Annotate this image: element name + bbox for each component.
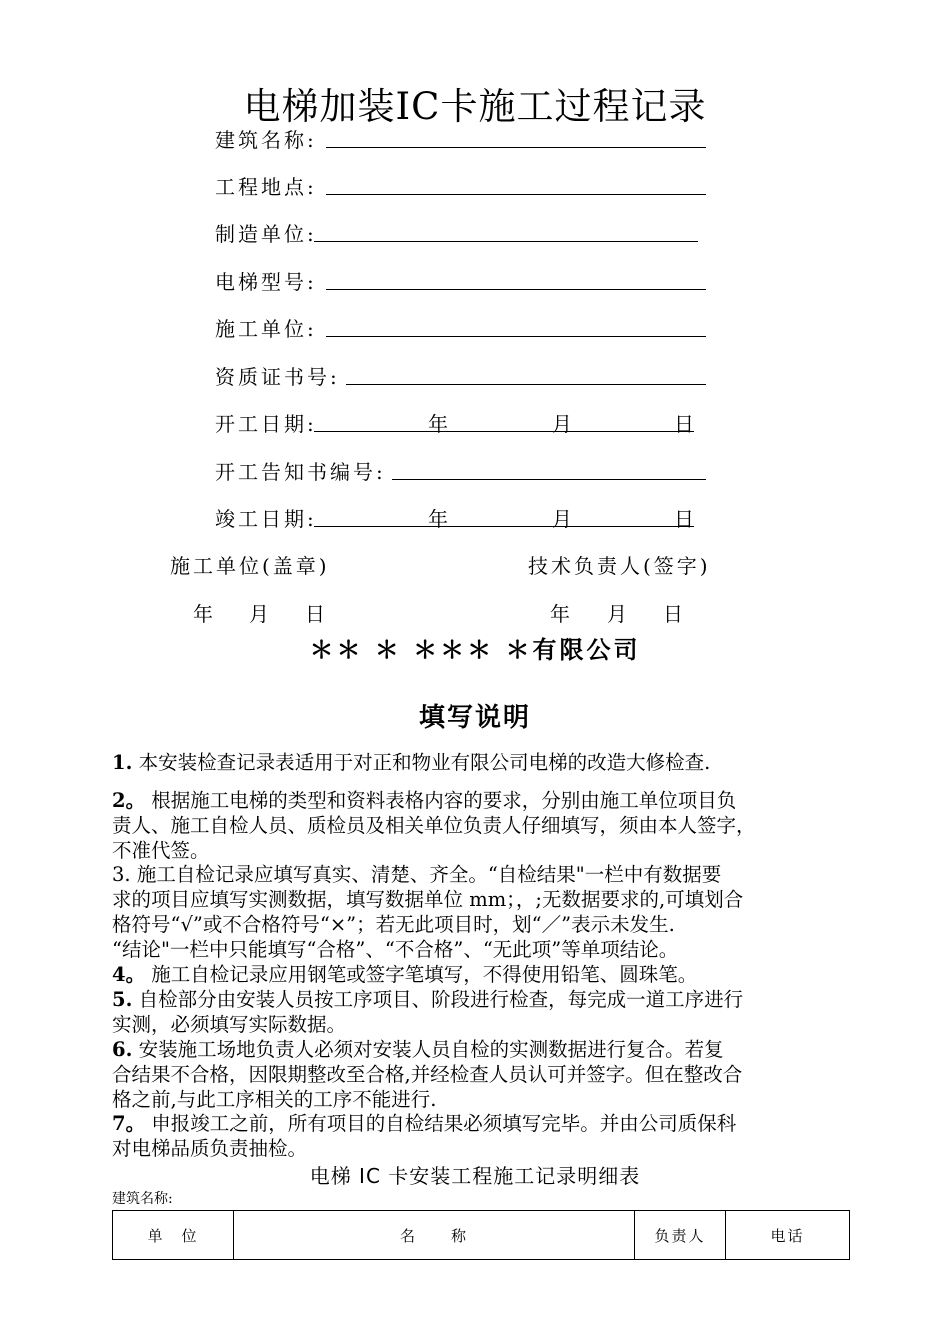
completion-date-day: 日 — [674, 507, 694, 531]
company-name: ＊＊ ＊ ＊＊＊ ＊有限公司 — [309, 636, 641, 664]
completion-date-line[interactable] — [314, 526, 694, 527]
instruction-line: 格之前,与此工序相关的工序不能进行. — [112, 1088, 437, 1111]
manufacturer-line[interactable] — [314, 241, 698, 242]
instruction-line: 本安装检查记录表适用于对正和物业有限公司电梯的改造大修检查. — [138, 751, 711, 774]
instruction-line: 求的项目应填写实测数据，填写数据单位 mm；，;无数据要求的,可填划合 — [112, 888, 744, 911]
instruction-number: 1. — [112, 751, 133, 774]
instruction-number: 7。 — [112, 1112, 146, 1135]
signature-date-day: 日 — [663, 602, 683, 626]
instruction-number: 6. — [112, 1038, 133, 1061]
instruction-line: 安装施工场地负责人必须对安装人员自检的实测数据进行复合。若复 — [138, 1038, 724, 1061]
instruction-line: 施工自检记录应填写真实、清楚、齐全。“自检结果"一栏中有数据要 — [136, 863, 722, 886]
technical-lead-signature-label: 技术负责人(签字) — [528, 554, 711, 578]
instruction-number: 3. — [112, 863, 131, 886]
seal-date-year: 年 — [193, 602, 213, 626]
instruction-line: 根据施工电梯的类型和资料表格内容的要求，分别由施工单位项目负 — [151, 789, 737, 812]
seal-date-day: 日 — [305, 602, 325, 626]
start-notice-no-line[interactable] — [392, 479, 706, 480]
manufacturer-label: 制造单位: — [215, 222, 317, 246]
construction-unit-line[interactable] — [326, 336, 706, 337]
column-header-person-in-charge: 负责人 — [635, 1211, 726, 1260]
detail-table-title: 电梯 IC 卡安装工程施工记录明细表 — [309, 1164, 641, 1188]
completion-date-year: 年 — [428, 507, 448, 531]
signature-date-year: 年 — [550, 602, 570, 626]
elevator-model-line[interactable] — [326, 289, 706, 290]
page-title: 电梯加装IC卡施工过程记录 — [243, 85, 707, 128]
start-notice-no-label: 开工告知书编号: — [215, 460, 386, 484]
column-header-unit: 单 位 — [113, 1211, 234, 1260]
column-header-phone: 电话 — [726, 1211, 850, 1260]
signature-date-month: 月 — [607, 602, 627, 626]
seal-date-month: 月 — [249, 602, 269, 626]
start-date-year: 年 — [428, 412, 448, 436]
completion-date-month: 月 — [552, 507, 572, 531]
instruction-number: 4。 — [112, 963, 146, 986]
detail-building-name-label: 建筑名称: — [112, 1191, 173, 1207]
project-site-line[interactable] — [326, 194, 706, 195]
start-date-line[interactable] — [314, 431, 694, 432]
instruction-line: 责人、施工自检人员、质检员及相关单位负责人仔细填写，须由本人签字， — [112, 814, 756, 837]
instruction-line: 施工自检记录应用钢笔或签字笔填写，不得使用铅笔、圆珠笔。 — [151, 963, 698, 986]
elevator-model-label: 电梯型号: — [215, 270, 317, 294]
instruction-line: 格符号“√”或不合格符号“×”；若无此项目时，划“／”表示未发生. — [112, 913, 675, 936]
instruction-line: “结论"一栏中只能填写“合格”、“不合格”、“无此项”等单项结论。 — [112, 938, 679, 961]
start-date-day: 日 — [674, 412, 694, 436]
table-header-row — [113, 1211, 850, 1260]
instruction-item-2 — [112, 788, 842, 863]
construction-unit-seal-label: 施工单位(盖章) — [170, 554, 330, 578]
completion-date-label: 竣工日期: — [215, 507, 317, 531]
instruction-item-5 — [112, 987, 842, 1037]
instruction-number: 5. — [112, 988, 133, 1011]
project-site-label: 工程地点: — [215, 175, 317, 199]
instruction-line: 对电梯品质负责抽检。 — [112, 1137, 308, 1160]
column-header-name: 名 称 — [234, 1211, 635, 1260]
instruction-item-6 — [112, 1037, 842, 1112]
instruction-item-1 — [112, 750, 842, 775]
instruction-line: 实测，必须填写实际数据。 — [112, 1013, 347, 1036]
instruction-number: 2。 — [112, 789, 146, 812]
building-name-line[interactable] — [326, 147, 706, 148]
certificate-no-line[interactable] — [346, 384, 706, 385]
instruction-line: 申报竣工之前，所有项目的自检结果必须填写完毕。并由公司质保科 — [151, 1112, 737, 1135]
instructions-heading: 填写说明 — [418, 703, 531, 733]
instruction-item-3 — [112, 862, 842, 962]
building-name-label: 建筑名称: — [215, 128, 317, 152]
instruction-item-7 — [112, 1111, 842, 1161]
certificate-no-label: 资质证书号: — [215, 365, 340, 389]
start-date-month: 月 — [552, 412, 572, 436]
detail-table — [112, 1210, 850, 1260]
instruction-line: 不准代签。 — [112, 839, 210, 862]
instruction-line: 自检部分由安装人员按工序项目、阶段进行检查，每完成一道工序进行 — [138, 988, 744, 1011]
construction-unit-label: 施工单位: — [215, 317, 317, 341]
instruction-item-4 — [112, 962, 842, 987]
instruction-line: 合结果不合格，因限期整改至合格,并经检查人员认可并签字。但在整改合 — [112, 1063, 743, 1086]
start-date-label: 开工日期: — [215, 412, 317, 436]
